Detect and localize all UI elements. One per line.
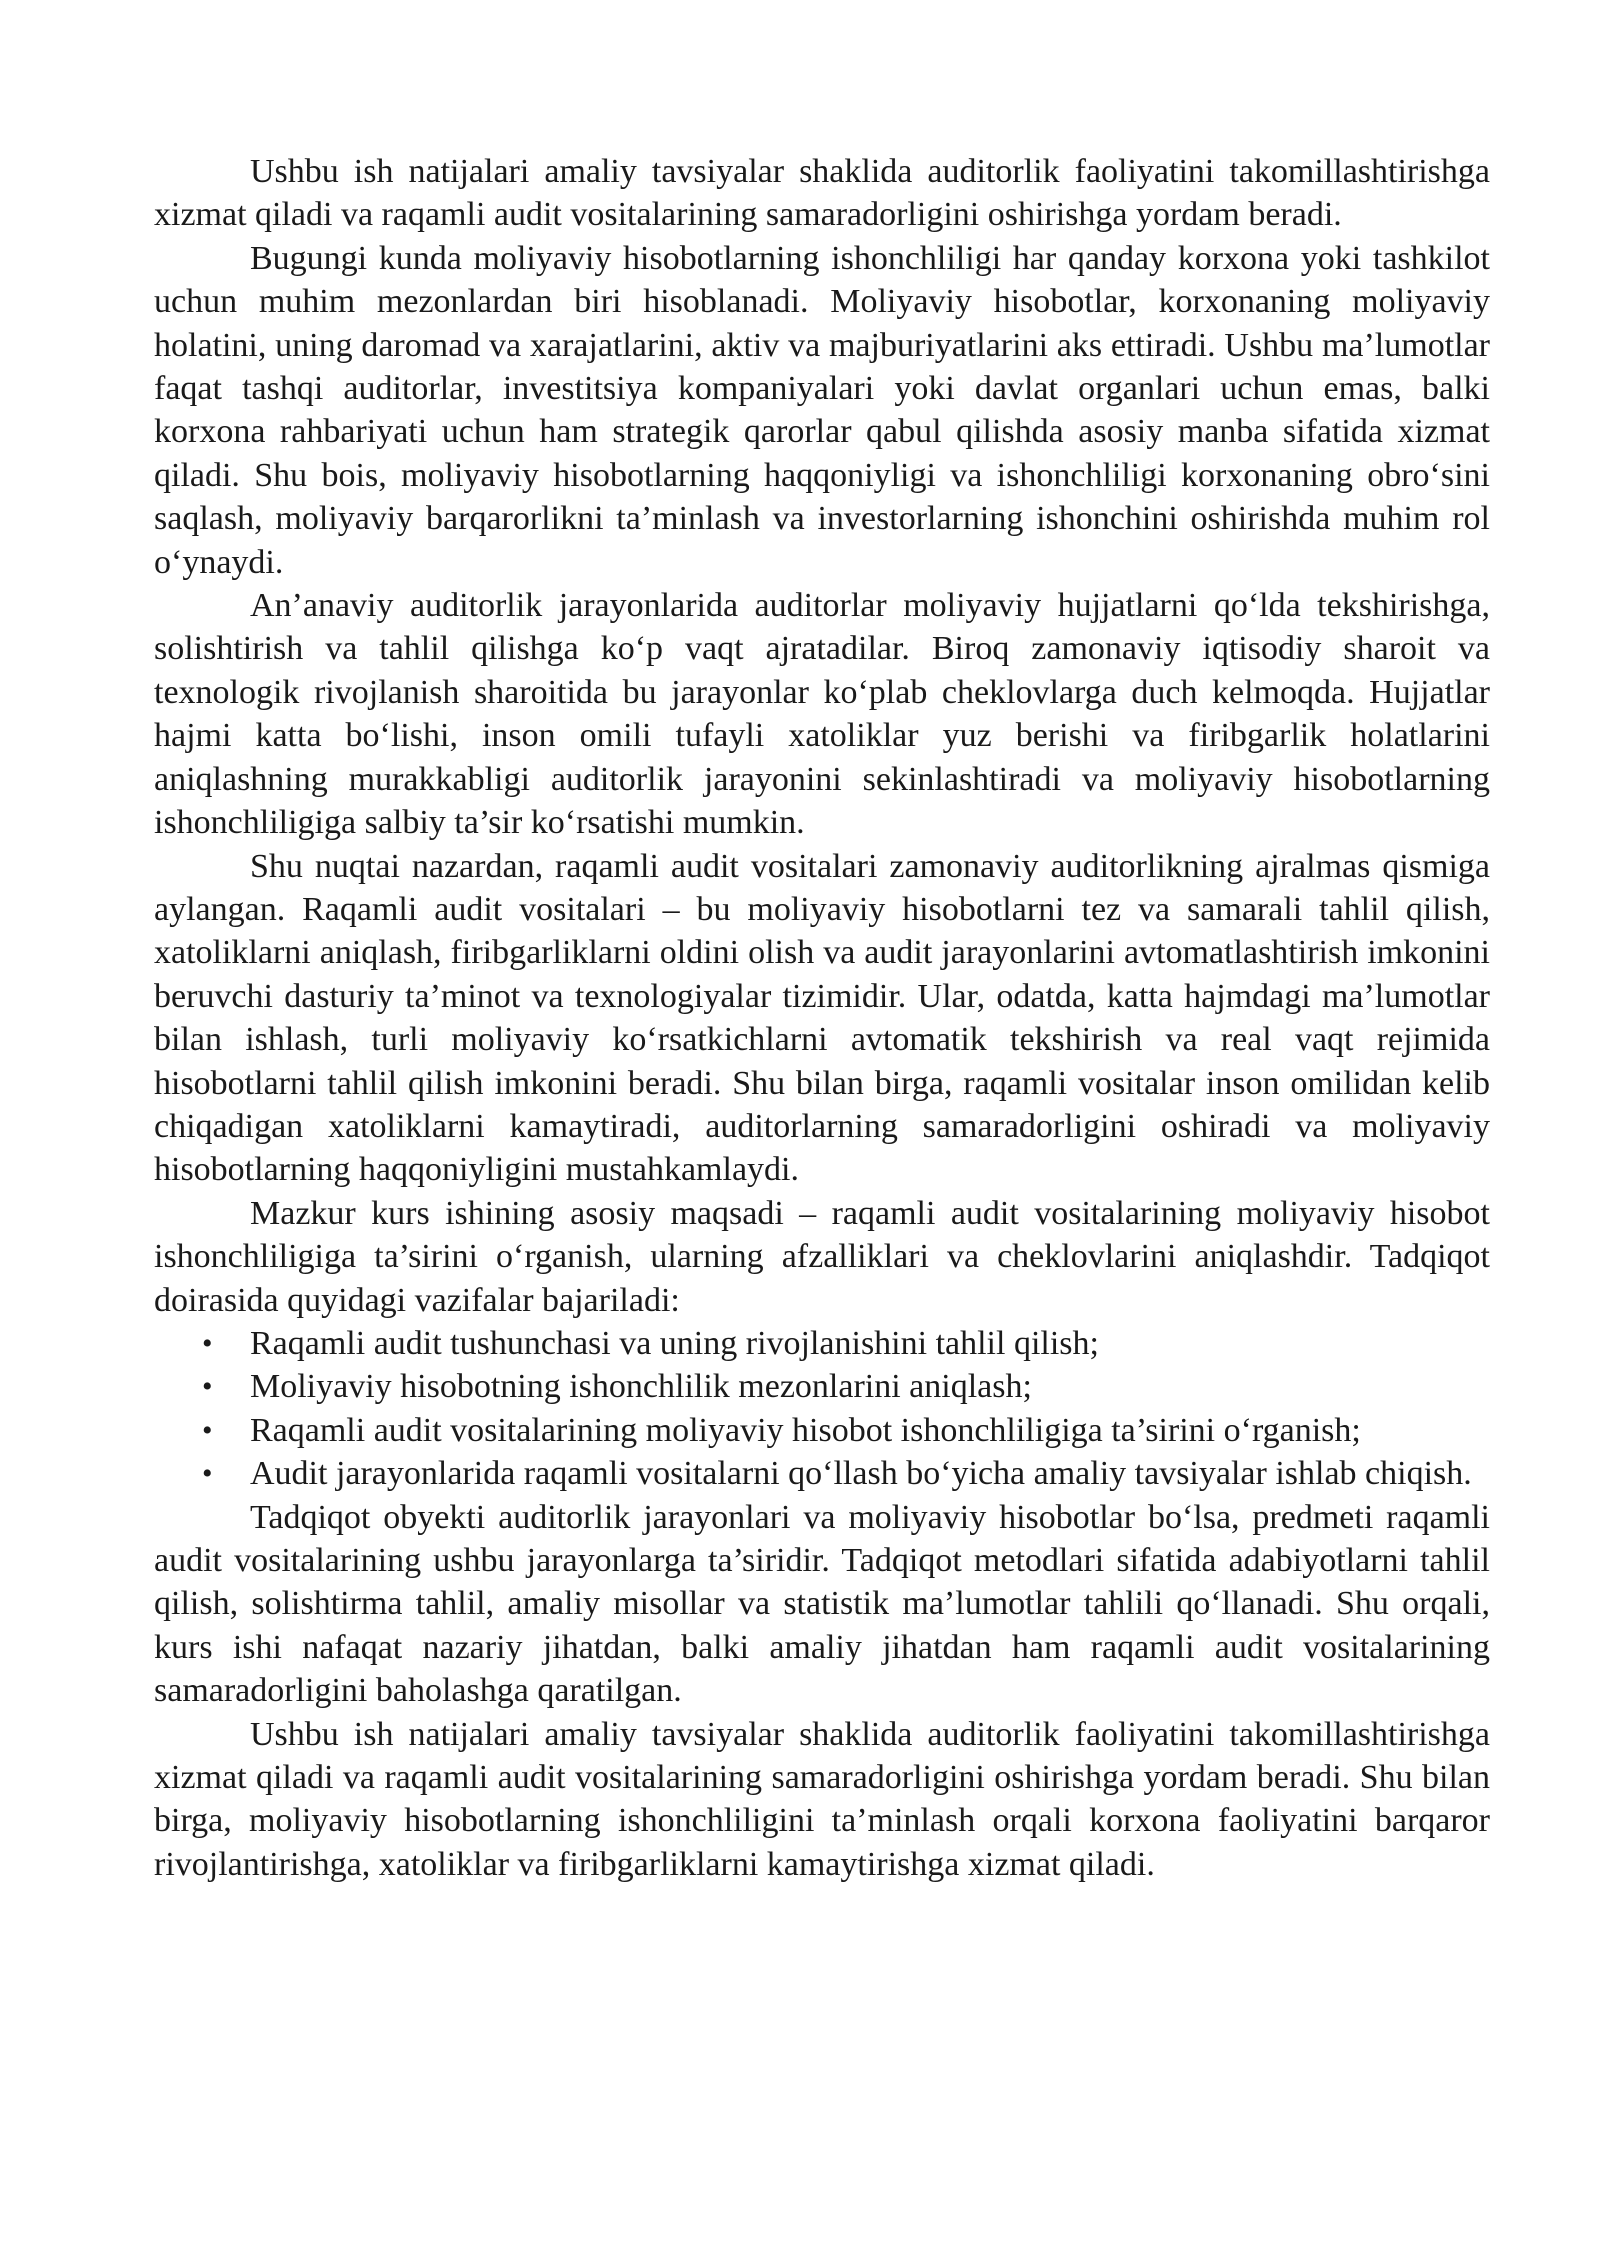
- bullet-icon: •: [202, 1370, 213, 1404]
- paragraph-intro-summary: Ushbu ish natijalari amaliy tavsiyalar shaklida auditorlik faoliyatini takomillashtirishga xizmat qiladi va raqamli audit vositalarining samaradorligini oshirishga yordam beradi.: [154, 153, 1490, 234]
- paragraph-research-object: Tadqiqot obyekti auditorlik jarayonlari va moliyaviy hisobotlar bo‘lsa, predmeti raqamli audit vositalarining ushbu jarayonlarga ta’siridir. Tadqiqot metodlari sifatida adabiyotlarni tahlil qilish, solishtirma tahlil, amaliy misollar va statistik ma’lumotlar tahlili qo‘llanadi. Shu orqali, kurs ishi nafaqat nazariy jihatdan, balki amaliy jihatdan ham raqamli audit vositalarining samaradorligini baholashga qaratilgan.: [154, 1498, 1490, 1710]
- bullet-icon: •: [202, 1413, 213, 1447]
- list-item-text: Raqamli audit tushunchasi va uning rivojlanishini tahlil qilish;: [250, 1324, 1099, 1362]
- document-page: [154, 150, 1490, 1886]
- bullet-icon: •: [202, 1326, 213, 1360]
- bullet-icon: •: [202, 1457, 213, 1491]
- paragraph-digital-audit-tools: Shu nuqtai nazardan, raqamli audit vositalari zamonaviy auditorlikning ajralmas qismiga aylangan. Raqamli audit vositalari – bu moliyaviy hisobotlarni tez va samarali tahlil qilish, xatoliklarni aniqlash, firibgarliklarni oldini olish va audit jarayonlarini avtomatlashtirish imkonini beruvchi dasturiy ta’minot va texnologiyalar tizimidir. Ular, odatda, katta hajmdagi ma’lumotlar bilan ishlash, turli moliyaviy ko‘rsatkichlarni avtomatik tekshirish va real vaqt rejimida hisobotlarni tahlil qilish imkonini beradi. Shu bilan birga, raqamli vositalar inson omilidan kelib chiqadigan xatoliklarni kamaytiradi, auditorlarning samaradorligini oshiradi va moliyaviy hisobotlarning haqqoniyligini mustahkamlaydi.: [154, 847, 1490, 1189]
- paragraph-research-goal: Mazkur kurs ishining asosiy maqsadi – raqamli audit vositalarining moliyaviy hisobot ishonchliligiga ta’sirini o‘rganish, ularning afzalliklari va cheklovlarini aniqlashdir. Tadqiqot doirasida quyidagi vazifalar bajariladi:: [154, 1194, 1490, 1319]
- paragraph-conclusion: Ushbu ish natijalari amaliy tavsiyalar shaklida auditorlik faoliyatini takomillashtirishga xizmat qiladi va raqamli audit vositalarining samaradorligini oshirishga yordam beradi. Shu bilan birga, moliyaviy hisobotlarning ishonchliligini ta’minlash orqali korxona faoliyatini barqaror rivojlantirishga, xatoliklar va firibgarliklarni kamaytirishga xizmat qiladi.: [154, 1715, 1490, 1883]
- list-item: [154, 1322, 1490, 1365]
- list-item: [154, 1409, 1490, 1452]
- paragraph-traditional-audit: An’anaviy auditorlik jarayonlarida auditorlar moliyaviy hujjatlarni qo‘lda tekshirishga, solishtirish va tahlil qilishga ko‘p vaqt ajratadilar. Biroq zamonaviy iqtisodiy sharoit va texnologik rivojlanish sharoitida bu jarayonlar ko‘plab cheklovlarga duch kelmoqda. Hujjatlar hajmi katta bo‘lishi, inson omili tufayli xatoliklar yuz berishi va firibgarlik holatlarini aniqlashning murakkabligi auditorlik jarayonini sekinlashtiradi va moliyaviy hisobotlarning ishonchliligiga salbiy ta’sir ko‘rsatishi mumkin.: [154, 587, 1490, 842]
- list-item-text: Raqamli audit vositalarining moliyaviy hisobot ishonchliligiga ta’sirini o‘rganish;: [250, 1411, 1361, 1449]
- list-item: [154, 1452, 1490, 1495]
- paragraph-financial-reporting-reliability: Bugungi kunda moliyaviy hisobotlarning ishonchliligi har qanday korxona yoki tashkilot uchun muhim mezonlardan biri hisoblanadi. Moliyaviy hisobotlar, korxonaning moliyaviy holatini, uning daromad va xarajatlarini, aktiv va majburiyatlarini aks ettiradi. Ushbu ma’lumotlar faqat tashqi auditorlar, investitsiya kompaniyalari yoki davlat organlari uchun emas, balki korxona rahbariyati uchun ham strategik qarorlar qabul qilishda asosiy manba sifatida xizmat qiladi. Shu bois, moliyaviy hisobotlarning haqqoniyligi va ishonchliligi korxonaning obro‘sini saqlash, moliyaviy barqarorlikni ta’minlash va investorlarning ishonchini oshirishda muhim rol o‘ynaydi.: [154, 239, 1490, 581]
- list-item-text: Moliyaviy hisobotning ishonchlilik mezonlarini aniqlash;: [250, 1368, 1032, 1406]
- task-list: [154, 1322, 1490, 1496]
- list-item-text: Audit jarayonlarida raqamli vositalarni qo‘llash bo‘yicha amaliy tavsiyalar ishlab chiqish.: [250, 1455, 1472, 1493]
- list-item: [154, 1365, 1490, 1408]
